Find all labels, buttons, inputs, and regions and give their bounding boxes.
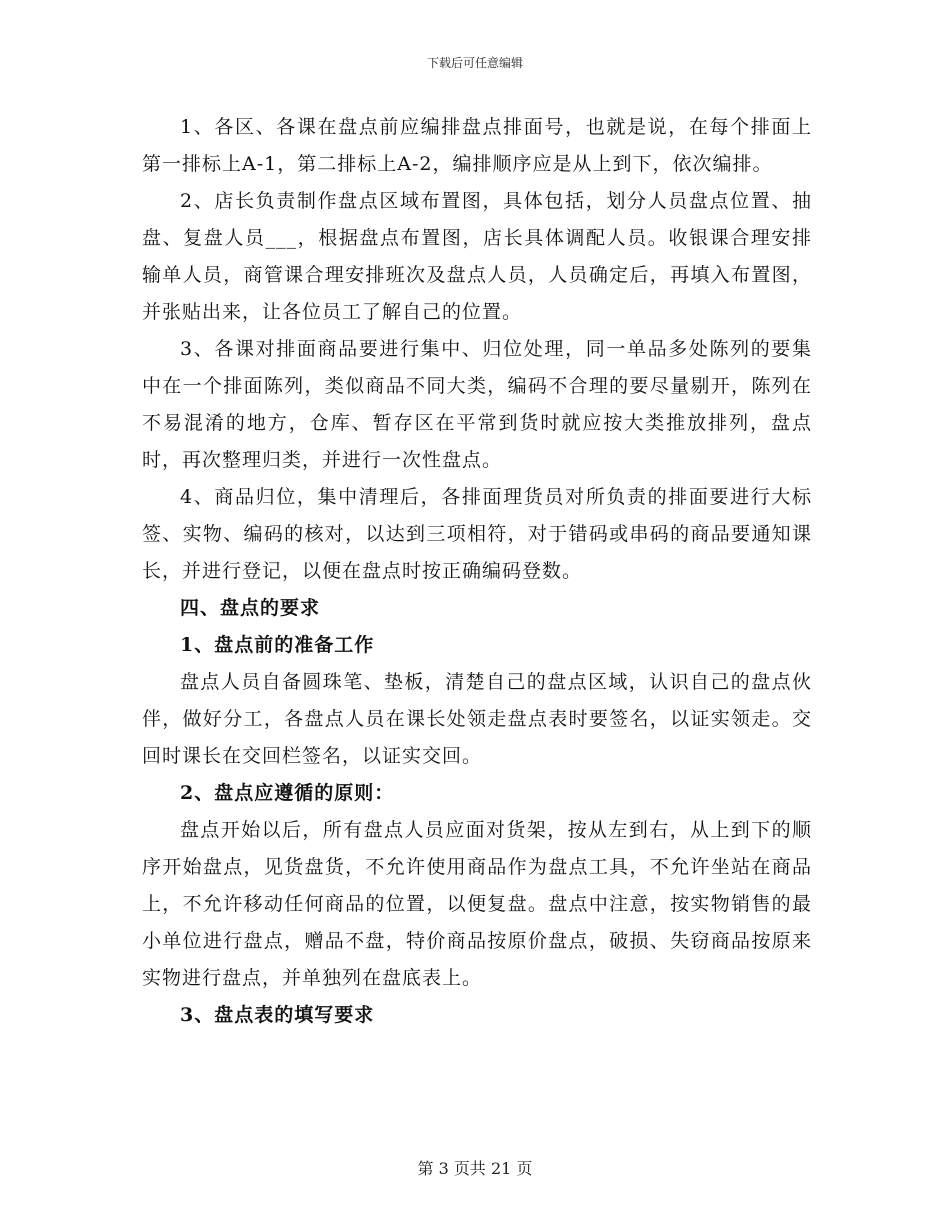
paragraph-1: 1、各区、各课在盘点前应编排盘点排面号，也就是说，在每个排面上第一排标上A-1，第二排标上A-2，编排顺序应是从上到下，依次编排。 <box>142 116 812 175</box>
subheading-preparation: 1、盘点前的准备工作 <box>180 634 375 656</box>
paragraph-6: 盘点开始以后，所有盘点人员应面对货架，按从左到右，从上到下的顺序开始盘点，见货盘货，不允许使用商品作为盘点工具，不允许坐站在商品上，不允许移动任何商品的位置，以便复盘。盘点中注意，按实物销售的最小单位进行盘点，赠品不盘，特价商品按原价盘点，破损、失窃商品按原来实物进行盘点，并单独列在盘底表上。 <box>142 819 812 989</box>
page-header: 下载后可任意编辑 <box>426 56 523 70</box>
document-body <box>142 109 812 1034</box>
section-heading-requirements: 四、盘点的要求 <box>180 597 321 619</box>
subheading-form-requirements: 3、盘点表的填写要求 <box>180 1004 375 1026</box>
paragraph-2: 2、店长负责制作盘点区域布置图，具体包括，划分人员盘点位置、抽盘、复盘人员___，根据盘点布置图，店长具体调配人员。收银课合理安排输单人员，商管课合理安排班次及盘点人员，人员确定后，再填入布置图，并张贴出来，让各位员工了解自己的位置。 <box>142 190 812 323</box>
paragraph-5: 盘点人员自备圆珠笔、垫板，清楚自己的盘点区域，认识自己的盘点伙伴，做好分工，各盘点人员在课长处领走盘点表时要签名，以证实领走。交回时课长在交回栏签名，以证实交回。 <box>142 671 812 767</box>
page-footer: 第 3 页共 21 页 <box>417 1159 533 1178</box>
subheading-principles: 2、盘点应遵循的原则： <box>180 782 395 804</box>
paragraph-3: 3、各课对排面商品要进行集中、归位处理，同一单品多处陈列的要集中在一个排面陈列，类似商品不同大类，编码不合理的要尽量剔开，陈列在不易混淆的地方，仓库、暂存区在平常到货时就应按大类推放排列，盘点时，再次整理归类，并进行一次性盘点。 <box>142 338 812 471</box>
paragraph-4: 4、商品归位，集中清理后，各排面理货员对所负责的排面要进行大标签、实物、编码的核对，以达到三项相符，对于错码或串码的商品要通知课长，并进行登记，以便在盘点时按正确编码登数。 <box>142 486 812 582</box>
